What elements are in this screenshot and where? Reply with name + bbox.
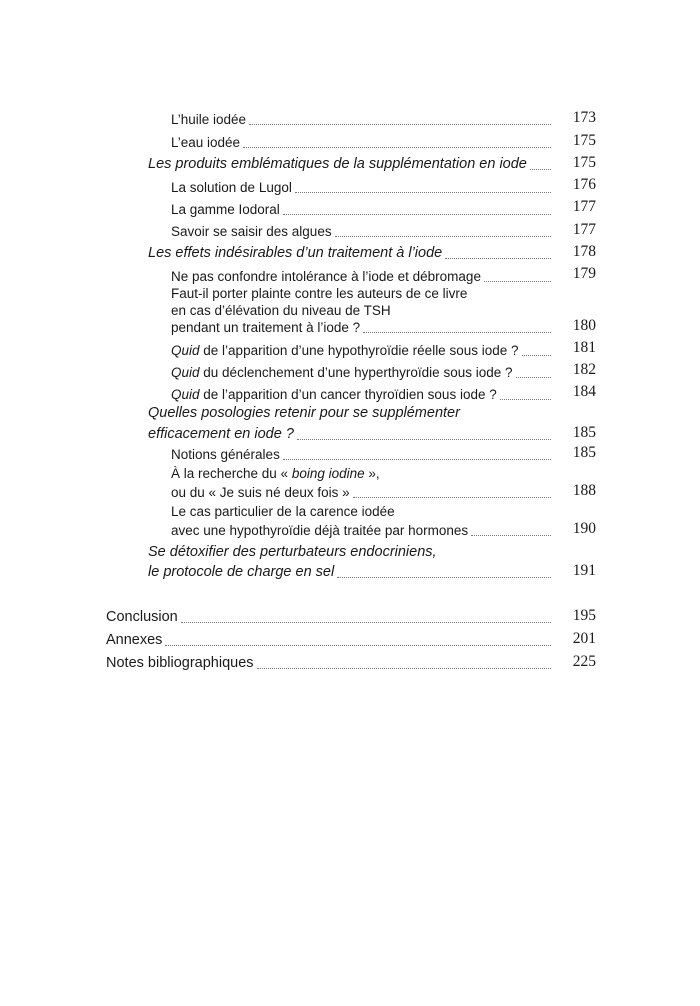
toc-entry-title-line: pendant un traitement à l’iode ?: [171, 320, 361, 335]
dot-leader: [243, 147, 551, 148]
toc-entry-emphasis: Quid: [171, 343, 200, 358]
toc-entry-title: La gamme Iodoral: [171, 202, 280, 217]
dot-leader: [257, 668, 551, 669]
dot-leader: [283, 214, 551, 215]
toc-page-number: 177: [572, 221, 596, 238]
toc-entry-title-line: le protocole de charge en sel: [148, 564, 335, 580]
dot-leader: [530, 169, 551, 170]
dot-leader: [295, 192, 551, 193]
toc-page-number: 175: [572, 132, 596, 149]
dot-leader: [484, 281, 551, 282]
toc-entry-title-line: Quelles posologies retenir pour se supplémenter: [148, 405, 460, 421]
toc-entry-title-line: efficacement en iode ?: [148, 426, 294, 442]
toc-page-number: 176: [572, 176, 596, 193]
dot-leader: [363, 332, 551, 333]
dot-leader: [471, 535, 551, 536]
toc-page-number: 182: [572, 361, 596, 378]
toc-entry-title: de l’apparition d’une hypothyroïdie réelle sous iode ?: [199, 343, 519, 358]
toc-page-number: 181: [572, 339, 596, 356]
toc-entry-title: Les produits emblématiques de la supplémentation en iode: [148, 156, 527, 172]
dot-leader: [500, 399, 551, 400]
toc-page-number: 195: [572, 607, 596, 624]
dot-leader: [445, 258, 551, 259]
toc-entry-title: L’eau iodée: [171, 135, 241, 150]
toc-entry-title: Conclusion: [106, 609, 178, 625]
dot-leader: [337, 577, 551, 578]
dot-leader: [297, 439, 551, 440]
toc-entry-title-line: Faut-il porter plainte contre les auteurs de ce livre: [171, 286, 468, 301]
toc-entry-title: Notes bibliographiques: [106, 655, 254, 671]
toc-entry-title: La solution de Lugol: [171, 180, 292, 195]
dot-leader: [165, 645, 551, 646]
toc-page-number: 225: [572, 653, 596, 670]
toc-page-number: 180: [572, 317, 596, 334]
dot-leader: [522, 355, 552, 356]
toc-page-number: 185: [572, 444, 596, 461]
toc-page-number: 175: [572, 154, 596, 171]
toc-entry-title-line: Se détoxifier des perturbateurs endocriniens,: [148, 544, 437, 560]
toc-entry-title: L’huile iodée: [171, 112, 247, 127]
toc-entry-title-line: Le cas particulier de la carence iodée: [171, 504, 395, 519]
toc-page-number: 201: [572, 630, 596, 647]
toc-entry-title: du déclenchement d’une hyperthyroïdie sous iode ?: [199, 365, 513, 380]
toc-page-number: 173: [572, 109, 596, 126]
toc-entry-title-line: avec une hypothyroïdie déjà traitée par hormones: [171, 523, 469, 538]
toc-entry-title: de l’apparition d’un cancer thyroïdien sous iode ?: [199, 387, 497, 402]
toc-page-number: 191: [572, 562, 596, 579]
dot-leader: [353, 497, 551, 498]
toc-page-number: 179: [572, 265, 596, 282]
toc-entry-title: Notions générales: [171, 447, 280, 462]
toc-entry-title-line: ou du « Je suis né deux fois »: [171, 485, 350, 500]
toc-entry-title-line: À la recherche du « boing iodine »,: [171, 466, 380, 481]
toc-entry-title-line: en cas d’élévation du niveau de TSH: [171, 303, 391, 318]
toc-entry-emphasis: boing iodine: [291, 466, 365, 481]
toc-page-number: 184: [572, 383, 596, 400]
toc-page-number: 185: [572, 424, 596, 441]
dot-leader: [516, 377, 552, 378]
toc-entry-title: Les effets indésirables d’un traitement à l’iode: [148, 245, 443, 261]
toc-page-number: 178: [572, 243, 596, 260]
toc-entry-emphasis: Quid: [171, 387, 200, 402]
toc-page-number: 190: [572, 520, 596, 537]
dot-leader: [181, 622, 551, 623]
dot-leader: [283, 459, 551, 460]
toc-entry-title: Annexes: [106, 632, 163, 648]
toc-page-number: 188: [572, 482, 596, 499]
dot-leader: [249, 124, 551, 125]
toc-entry-emphasis: Quid: [171, 365, 200, 380]
toc-entry-title: Ne pas confondre intolérance à l’iode et débromage: [171, 269, 481, 284]
dot-leader: [335, 236, 551, 237]
toc-page-number: 177: [572, 198, 596, 215]
toc-entry-title: Savoir se saisir des algues: [171, 224, 332, 239]
